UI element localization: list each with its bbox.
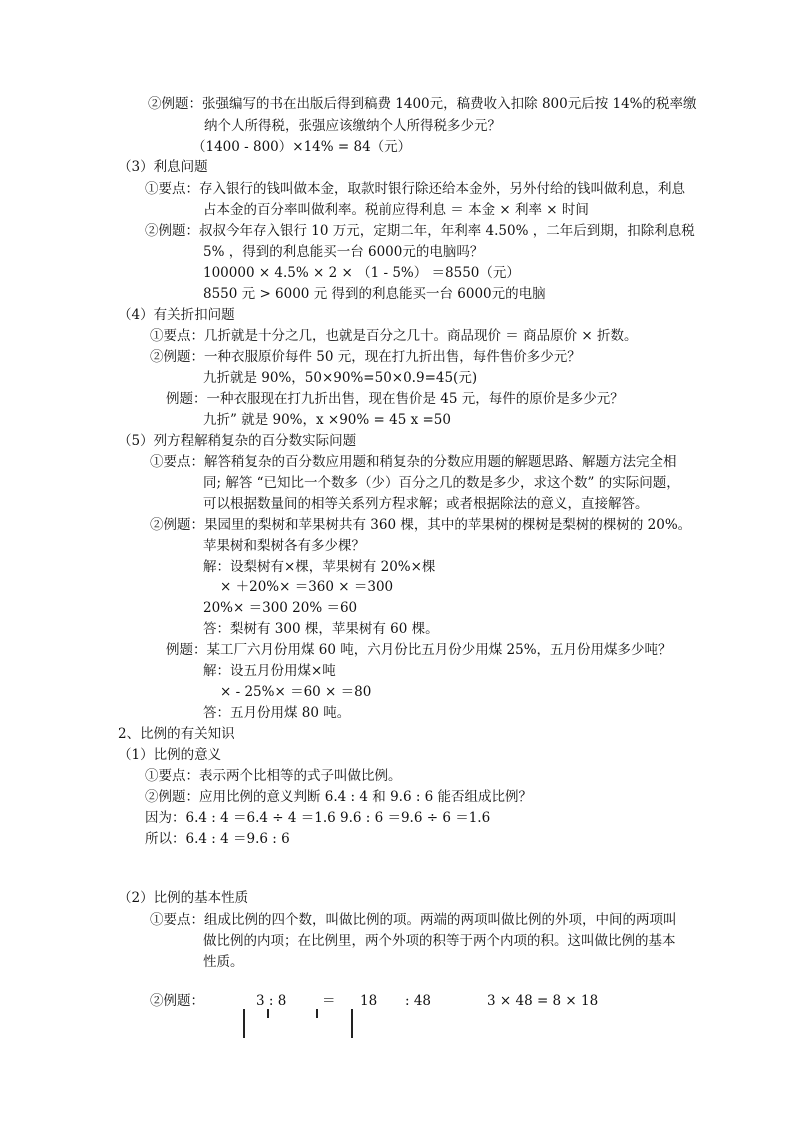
text-line: 苹果树和梨树各有多少棵？: [203, 538, 365, 554]
text-line: 可以根据数量间的相等关系列方程求解；或者根据除法的意义，直接解答。: [203, 496, 649, 512]
text-line: 占本金的百分率叫做利率。税前应得利息 ＝ 本金 × 利率 × 时间: [203, 202, 589, 218]
text-line: 性质。: [203, 954, 244, 970]
text-line: ①要点：几折就是十分之几，也就是百分之几十。商品现价 ＝ 商品原价 × 折数。: [150, 328, 638, 344]
text-line: ①要点：存入银行的钱叫做本金，取款时银行除还给本金外，另外付给的钱叫做利息，利息: [145, 181, 685, 197]
text-line: ①要点：组成比例的四个数，叫做比例的项。两端的两项叫做比例的外项，中间的两项叫: [150, 912, 677, 928]
text-line: 5% ，得到的利息能买一台 6000元的电脑吗？: [203, 244, 484, 260]
formula-line: 九折就是 90%，50×90%=50×0.9=45(元): [203, 370, 478, 386]
formula-line: 所以：6.4 : 4 ＝9.6 : 6: [145, 831, 290, 847]
section-heading: （5）列方程解稍复杂的百分数实际问题: [118, 433, 357, 449]
text-line: 答：梨树有 300 棵，苹果树有 60 棵。: [203, 621, 439, 637]
text-line: ②例题：果园里的梨树和苹果树共有 360 棵，其中的苹果树的棵树是梨树的棵树的 20%。: [150, 517, 692, 533]
text-line: 纳个人所得税，张强应该缴纳个人所得税多少元？: [204, 118, 501, 134]
formula-line: × - 25%× ＝60 × ＝80: [220, 684, 372, 700]
text-line: ①要点：表示两个比相等的式子叫做比例。: [145, 768, 402, 784]
section-heading: 2、比例的有关知识: [118, 726, 235, 742]
text-line: （1400 - 800）×14% = 84（元）: [192, 139, 412, 155]
formula-line: 20%× ＝300 20% ＝60: [203, 600, 358, 616]
example-label: ②例题：: [150, 993, 204, 1009]
formula-line: 因为：6.4 : 4 ＝6.4 ÷ 4 ＝1.6 9.6 : 6 ＝9.6 ÷ 6 ＝1.6: [145, 810, 491, 826]
inner-term-bracket-right: [316, 1009, 318, 1018]
outer-term-bracket-right: [351, 1009, 353, 1038]
text-line: 解：设梨树有×棵，苹果树有 20%×棵: [203, 559, 436, 575]
text-line: 答：五月份用煤 80 吨。: [203, 705, 351, 721]
formula-line: × ＋20%× ＝360 × ＝300: [220, 579, 394, 595]
text-line: 例题：一种衣服现在打九折出售，现在售价是 45 元，每件的原价是多少元？: [166, 391, 624, 407]
text-line: ①要点：解答稍复杂的百分数应用题和稍复杂的分数应用题的解题思路、解题方法完全相: [150, 454, 677, 470]
section-heading: （4）有关折扣问题: [118, 307, 235, 323]
section-heading: （3）利息问题: [118, 159, 208, 175]
ratio-right-antecedent: 18: [360, 993, 378, 1009]
text-line: ②例题：一种衣服原价每件 50 元，现在打九折出售，每件售价多少元？: [150, 349, 581, 365]
inner-term-bracket-left: [267, 1009, 269, 1018]
ratio-left: 3 : 8: [256, 993, 287, 1009]
text-line: 例题：某工厂六月份用煤 60 吨，六月份比五月份少用煤 25%，五月份用煤多少吨？: [166, 642, 672, 658]
text-line: ②例题：应用比例的意义判断 6.4 : 4 和 9.6 : 6 能否组成比例？: [145, 789, 533, 805]
section-heading: （2）比例的基本性质: [118, 890, 249, 906]
text-line: ②例题：张强编写的书在出版后得到稿费 1400元，稿费收入扣除 800元后按 14%的税率缴: [148, 96, 697, 112]
formula-line: 8550 元 > 6000 元 得到的利息能买一台 6000元的电脑: [203, 286, 546, 302]
formula-line: 九折” 就是 90%，x ×90% = 45 x =50: [203, 412, 451, 428]
formula-line: 100000 × 4.5% × 2 × （1 - 5%） ＝8550（元）: [203, 265, 520, 281]
ratio-right-consequent: : 48: [405, 993, 432, 1009]
section-heading: （1）比例的意义: [118, 747, 222, 763]
product-equation: 3 × 48 = 8 × 18: [487, 993, 599, 1009]
text-line: 同; 解答 “已知比一个数多（少）百分之几的数是多少，求这个数” 的实际问题，: [203, 475, 680, 491]
text-line: 做比例的内项；在比例里，两个外项的积等于两个内项的积。这叫做比例的基本: [203, 933, 676, 949]
text-line: 解：设五月份用煤×吨: [203, 663, 336, 679]
text-line: ②例题：叔叔今年存入银行 10 万元，定期二年，年利率 4.50% ，二年后到期，扣除利息税: [145, 223, 695, 239]
outer-term-bracket-left: [243, 1009, 245, 1038]
equals-sign: ＝: [322, 993, 336, 1009]
